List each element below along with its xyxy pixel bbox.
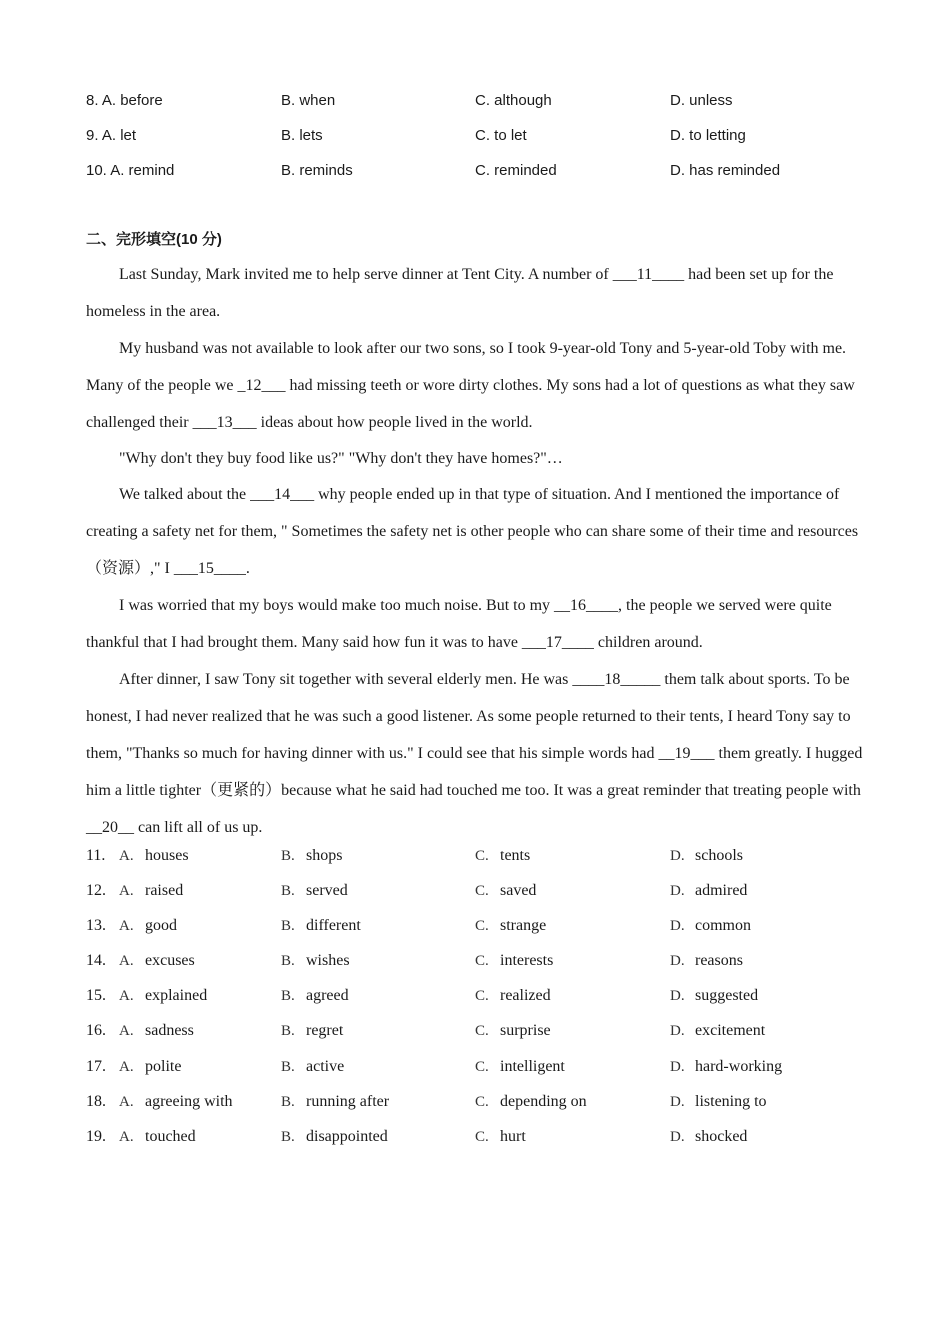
choice-letter: C. xyxy=(475,1094,489,1110)
question-number: 12. xyxy=(86,882,106,899)
choice-letter: D. xyxy=(670,988,685,1004)
choice-d: reasons xyxy=(695,952,743,969)
choice-letter: C. xyxy=(475,988,489,1004)
choice-a: sadness xyxy=(145,1022,194,1039)
choice-letter: C. xyxy=(475,918,489,934)
choice-c: depending on xyxy=(500,1093,587,1110)
choice-letter: A. xyxy=(119,883,134,899)
question-number: 19. xyxy=(86,1128,106,1145)
option-row xyxy=(86,90,876,112)
choice-d: schools xyxy=(695,847,743,864)
choice-b: different xyxy=(306,917,361,934)
passage-paragraph: "Why don't they buy food like us?" "Why don't they have homes?"… xyxy=(119,450,563,467)
choice-b: regret xyxy=(306,1022,344,1039)
question-number: 15. xyxy=(86,987,106,1004)
question-row xyxy=(86,880,876,902)
choice-letter: C. xyxy=(475,883,489,899)
option-c: C. although xyxy=(475,92,552,109)
option-c: C. reminded xyxy=(475,162,557,179)
choice-c: saved xyxy=(500,882,537,899)
choice-letter: B. xyxy=(281,883,295,899)
choice-d: listening to xyxy=(695,1093,767,1110)
option-a: 8. A. before xyxy=(86,92,163,109)
choice-letter: B. xyxy=(281,848,295,864)
choice-letter: D. xyxy=(670,1094,685,1110)
question-row xyxy=(86,915,876,937)
choice-letter: D. xyxy=(670,1129,685,1145)
question-row xyxy=(86,845,876,867)
question-number: 16. xyxy=(86,1022,106,1039)
choice-letter: D. xyxy=(670,848,685,864)
choice-letter: B. xyxy=(281,1129,295,1145)
question-row xyxy=(86,1126,876,1148)
option-b: B. reminds xyxy=(281,162,353,179)
passage-paragraph: I was worried that my boys would make too much noise. But to my __16____, the people we served were quite thankful that I had brought them. Many said how fun it was to have ___17____ children around. xyxy=(86,597,832,651)
question-row xyxy=(86,950,876,972)
passage-paragraph: After dinner, I saw Tony sit together with several elderly men. He was ____18_____ them talk about sports. To be honest, I had never realized that he was such a good listener. As some people returned to their tents, I heard Tony say to them, "Thanks so much for having dinner with us." I could see that his simple words had __19___ them greatly. I hugged him a little tighter（更紧的）because what he said had touched me too. It was a great reminder that treating people with __20__ can lift all of us up. xyxy=(86,671,863,836)
option-b: B. when xyxy=(281,92,336,109)
choice-b: running after xyxy=(306,1093,390,1110)
choice-d: common xyxy=(695,917,751,934)
choice-letter: D. xyxy=(670,1023,685,1039)
choice-letter: A. xyxy=(119,848,134,864)
choice-c: hurt xyxy=(500,1128,526,1145)
passage-paragraph: My husband was not available to look after our two sons, so I took 9-year-old Tony and 5-year-old Toby with me. Many of the people we _12___ had missing teeth or wore dirty clothes. My sons had a lot of questions as what they saw challenged their ___13___ ideas about how people lived in the world. xyxy=(86,340,855,431)
choice-letter: A. xyxy=(119,1059,134,1075)
choice-letter: B. xyxy=(281,1023,295,1039)
question-number: 14. xyxy=(86,952,106,969)
question-row xyxy=(86,985,876,1007)
choice-b: agreed xyxy=(306,987,349,1004)
question-number: 11. xyxy=(86,847,106,864)
option-a: 9. A. let xyxy=(86,127,137,144)
question-row xyxy=(86,1056,876,1078)
question-number: 18. xyxy=(86,1093,106,1110)
choice-letter: C. xyxy=(475,953,489,969)
choice-c: tents xyxy=(500,847,531,864)
choice-letter: D. xyxy=(670,883,685,899)
choice-a: excuses xyxy=(145,952,195,969)
choice-b: active xyxy=(306,1058,345,1075)
choice-letter: C. xyxy=(475,1059,489,1075)
choice-c: intelligent xyxy=(500,1058,565,1075)
choice-b: disappointed xyxy=(306,1128,388,1145)
option-row xyxy=(86,160,876,182)
choice-letter: A. xyxy=(119,1023,134,1039)
question-row xyxy=(86,1091,876,1113)
choice-letter: A. xyxy=(119,1094,134,1110)
choice-b: wishes xyxy=(306,952,350,969)
option-b: B. lets xyxy=(281,127,323,144)
choice-letter: A. xyxy=(119,988,134,1004)
option-a: 10. A. remind xyxy=(86,162,175,179)
choice-c: strange xyxy=(500,917,547,934)
question-row xyxy=(86,1020,876,1042)
choice-letter: B. xyxy=(281,1094,295,1110)
choice-c: interests xyxy=(500,952,554,969)
choice-c: realized xyxy=(500,987,551,1004)
choice-letter: D. xyxy=(670,953,685,969)
choice-letter: B. xyxy=(281,1059,295,1075)
choice-b: shops xyxy=(306,847,343,864)
question-number: 13. xyxy=(86,917,106,934)
choice-c: surprise xyxy=(500,1022,551,1039)
choice-letter: B. xyxy=(281,988,295,1004)
choice-d: hard-working xyxy=(695,1058,783,1075)
option-row xyxy=(86,125,876,147)
choice-a: explained xyxy=(145,987,208,1004)
choice-a: touched xyxy=(145,1128,196,1145)
question-number: 17. xyxy=(86,1058,106,1075)
choice-d: suggested xyxy=(695,987,759,1004)
choice-letter: A. xyxy=(119,953,134,969)
choice-a: good xyxy=(145,917,177,934)
choice-letter: C. xyxy=(475,848,489,864)
choice-letter: C. xyxy=(475,1023,489,1039)
choice-letter: C. xyxy=(475,1129,489,1145)
cloze-passage xyxy=(86,256,876,846)
choice-a: raised xyxy=(145,882,184,899)
passage-paragraph: Last Sunday, Mark invited me to help serve dinner at Tent City. A number of ___11____ had been set up for the homeless in the area. xyxy=(86,266,834,320)
option-c: C. to let xyxy=(475,127,527,144)
choice-d: shocked xyxy=(695,1128,748,1145)
section-heading: 二、完形填空(10 分) xyxy=(86,231,222,248)
choice-letter: A. xyxy=(119,1129,134,1145)
choice-letter: B. xyxy=(281,918,295,934)
option-d: D. to letting xyxy=(670,127,746,144)
choice-letter: D. xyxy=(670,1059,685,1075)
choice-letter: A. xyxy=(119,918,134,934)
choice-letter: D. xyxy=(670,918,685,934)
passage-paragraph: We talked about the ___14___ why people ended up in that type of situation. And I mentioned the importance of creating a safety net for them, " Sometimes the safety net is other people who can share some of their time and resources（资源）," I ___15____. xyxy=(86,486,859,577)
choice-a: houses xyxy=(145,847,189,864)
choice-d: excitement xyxy=(695,1022,766,1039)
choice-letter: B. xyxy=(281,953,295,969)
option-d: D. unless xyxy=(670,92,733,109)
choice-b: served xyxy=(306,882,348,899)
choice-d: admired xyxy=(695,882,748,899)
choice-a: polite xyxy=(145,1058,182,1075)
choice-a: agreeing with xyxy=(145,1093,233,1110)
option-d: D. has reminded xyxy=(670,162,781,179)
